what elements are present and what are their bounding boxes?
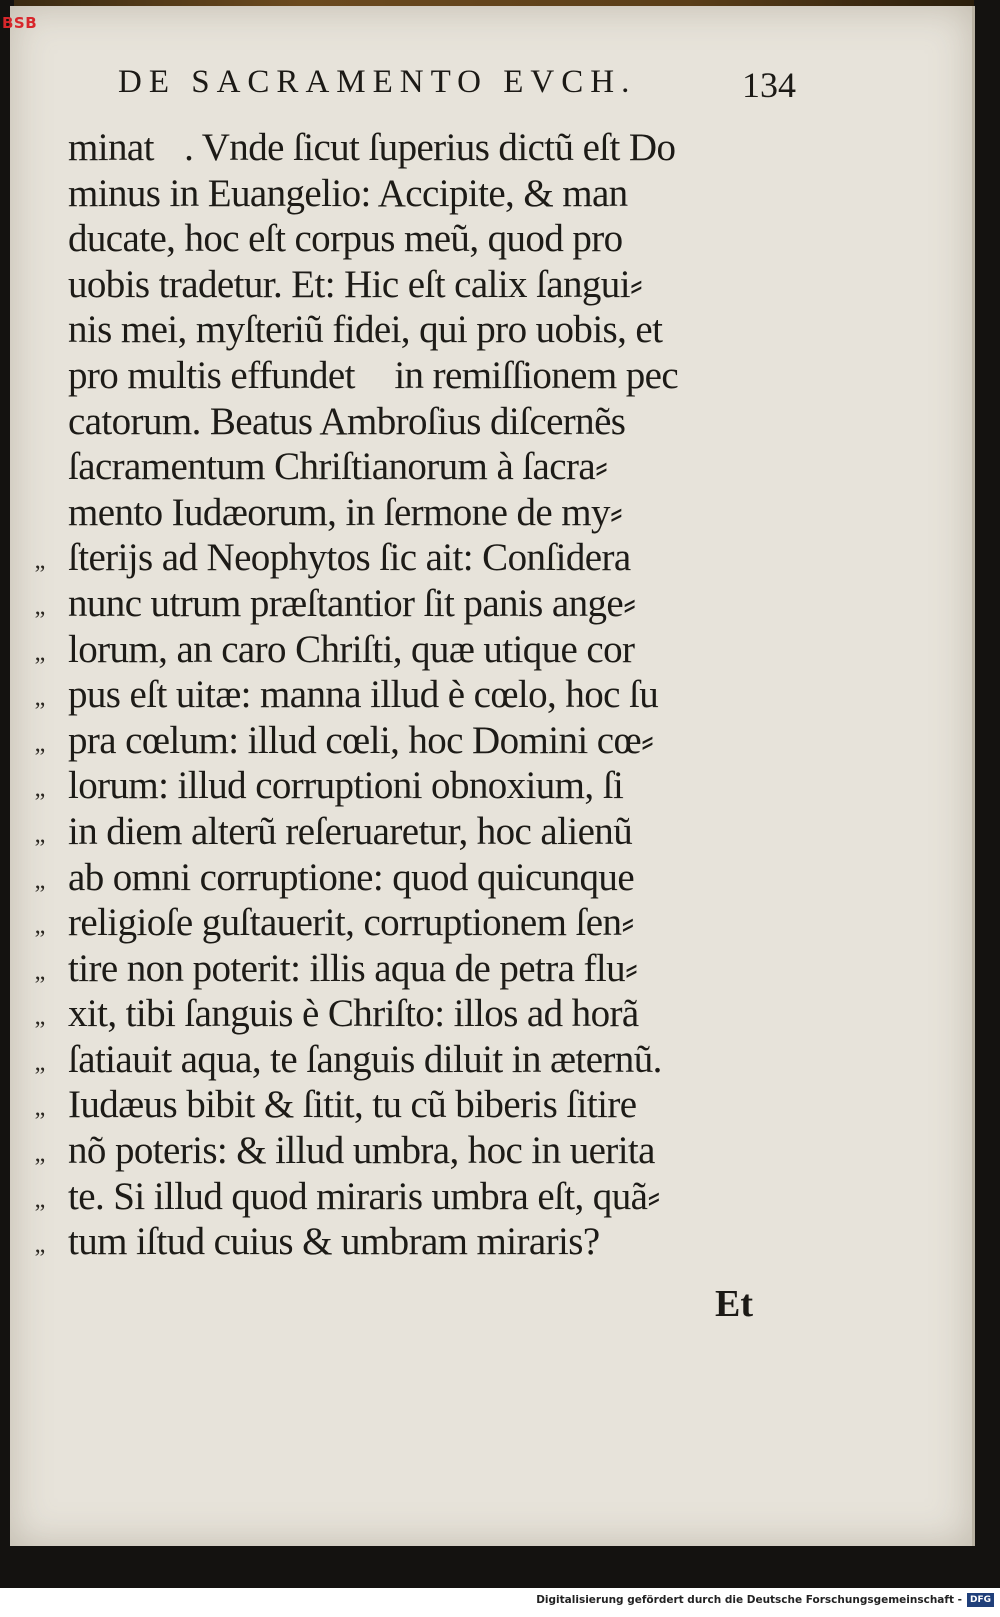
text-line: pus eſt uitæ: manna illud è cœlo, hoc ſu (68, 673, 659, 717)
quote-mark: „ (34, 913, 46, 940)
text-line: nunc utrum præſtantior ſit panis ange⸗ (68, 581, 636, 625)
quote-mark (20, 399, 60, 445)
running-head: DE SACRAMENTO EVCH. (118, 64, 637, 100)
quote-mark: „ (34, 685, 46, 712)
text-line: minatᷣ. Vnde ſicut ſuperius dictũ eſt Do (68, 126, 676, 169)
quote-mark: „ (34, 593, 46, 620)
body-text (68, 125, 768, 1265)
text-line: ſterijs ad Neophytos ſic ait: Conſidera (68, 536, 631, 580)
quote-mark (20, 307, 60, 353)
text-line: tire non poterit: illis aqua de petra flu⸗ (68, 946, 638, 990)
quote-mark: „ (34, 776, 46, 803)
quote-mark: „ (34, 1232, 46, 1259)
text-line: ſatiauit aqua, te ſanguis diluit in æternũ. (68, 1037, 662, 1081)
text-line: mento Iudæorum, in ſermone de my⸗ (68, 490, 623, 534)
quote-mark: „ (34, 958, 46, 985)
text-line: nis mei, myſteriũ fidei, qui pro uobis, et (68, 308, 663, 352)
text-line: te. Si illud quod miraris umbra eſt, quã⸗ (68, 1174, 660, 1218)
library-label: BSB (2, 14, 38, 32)
text-line: xit, tibi ſanguis è Chriſto: illos ad horã (68, 992, 639, 1036)
quote-mark: „ (34, 867, 46, 894)
text-line: nõ poteris: & illud umbra, hoc in uerita (68, 1129, 655, 1173)
quote-mark (20, 262, 60, 308)
quote-mark: „ (34, 1141, 46, 1168)
quote-mark (20, 490, 60, 536)
text-line: ab omni corruptione: quod quicunque (68, 855, 635, 899)
text-line: ducate, hoc eſt corpus meũ, quod pro (68, 217, 623, 261)
funding-credit: Digitalisierung gefördert durch die Deutsche Forschungsgemeinschaft - (536, 1594, 962, 1606)
page-number: 134 (742, 65, 796, 105)
quote-mark: „ (34, 639, 46, 666)
text-line: Iudæus bibit & ſitit, tu cũ biberis ſitire (68, 1083, 637, 1127)
quote-mark: „ (34, 1004, 46, 1031)
text-line: catorum. Beatus Ambroſius diſcernẽs (68, 399, 626, 443)
quote-mark (20, 171, 60, 217)
footer-bar (0, 1588, 1000, 1617)
quote-mark (20, 444, 60, 490)
dfg-logo: DFG (967, 1593, 994, 1607)
quotation-margin (20, 125, 60, 1265)
text-line: lorum: illud corruptioni obnoxium, ſi (68, 764, 624, 808)
text-line: pra cœlum: illud cœli, hoc Domini cœ⸗ (68, 718, 654, 762)
quote-mark (20, 353, 60, 399)
text-line: ſacramentum Chriſtianorum à ſacra⸗ (68, 445, 608, 489)
quote-mark: „ (34, 821, 46, 848)
text-line: lorum, an caro Chriſti, quæ utique cor (68, 627, 635, 671)
quote-mark (20, 216, 60, 262)
text-line: pro multis effundetᷣ in remiſſionem pec (68, 353, 679, 397)
quote-mark: „ (34, 730, 46, 757)
quote-mark: „ (34, 1049, 46, 1076)
catchword: Et (715, 1283, 753, 1325)
quote-mark: „ (34, 548, 46, 575)
text-line: minus in Euangelio: Accipite, & man (68, 171, 628, 215)
quote-mark: „ (34, 1186, 46, 1213)
text-line: uobis tradetur. Et: Hic eſt calix ſangui⸗ (68, 262, 643, 306)
text-line: religioſe guſtauerit, corruptionem ſen⸗ (68, 901, 634, 945)
text-line: in diem alterũ reſeruaretur, hoc alienũ (68, 809, 633, 853)
quote-mark: „ (34, 1095, 46, 1122)
text-line: tum iſtud cuius & umbram miraris? (68, 1220, 600, 1264)
quote-mark (20, 125, 60, 171)
